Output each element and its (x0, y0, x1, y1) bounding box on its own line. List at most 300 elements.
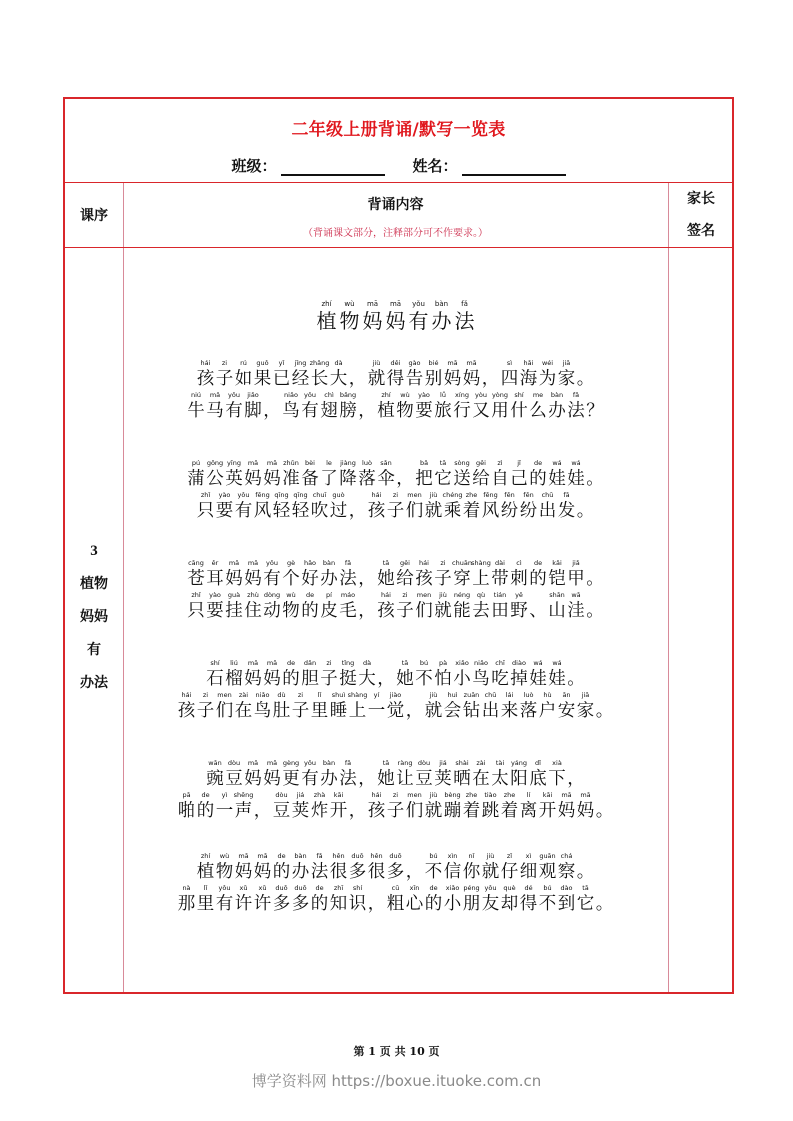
ruby-char (415, 559, 434, 590)
ruby-char (301, 559, 320, 590)
ruby-char (491, 391, 510, 422)
stanza (123, 658, 668, 722)
class-field[interactable] (281, 160, 385, 176)
ruby-char (291, 691, 310, 722)
ruby-char (405, 691, 424, 722)
hanzi: 苍 (187, 569, 205, 589)
hanzi: 物 (396, 401, 414, 421)
ruby-char (396, 459, 415, 490)
ruby-char (367, 791, 386, 822)
hanzi: 。 (586, 569, 604, 589)
hanzi: 一 (215, 801, 234, 821)
hanzi: 轻 (272, 501, 291, 521)
ruby-char (339, 459, 358, 490)
pinyin: jiù (486, 852, 495, 860)
hanzi: 纷 (500, 501, 519, 521)
pinyin: zhù (247, 591, 259, 599)
pinyin: mā (266, 659, 278, 667)
ruby-char (462, 791, 481, 822)
pinyin: mā (366, 300, 379, 308)
ruby-char (301, 591, 320, 622)
ruby-char (405, 884, 424, 915)
ruby-char (234, 491, 253, 522)
poem-line (123, 790, 668, 822)
ruby-char (529, 559, 548, 590)
pinyin: yǒu (412, 300, 425, 308)
ruby-char (462, 359, 481, 390)
hanzi: ， (358, 401, 376, 421)
ruby-char (291, 884, 310, 915)
ruby-char (548, 559, 567, 590)
ruby-char (576, 359, 595, 390)
pinyin: niǎo (255, 691, 270, 699)
pinyin: yǐ (278, 359, 285, 367)
pinyin: mā (466, 359, 477, 367)
pinyin: zhí (381, 391, 391, 399)
pinyin: xià (552, 759, 562, 767)
ruby-char (576, 884, 595, 915)
hanzi: 们 (415, 601, 433, 621)
hanzi: 上 (348, 701, 367, 721)
pinyin: qīng (293, 491, 308, 499)
hanzi: 孩 (377, 601, 395, 621)
ruby-char (415, 759, 434, 790)
hanzi: 心 (405, 894, 424, 914)
hanzi: 上 (472, 569, 490, 589)
pinyin: yí (373, 691, 380, 699)
recitation-table (63, 97, 734, 994)
ruby-char (206, 459, 225, 490)
ruby-char (510, 591, 529, 622)
ruby-char (225, 459, 244, 490)
pinyin: men (407, 491, 422, 499)
pinyin: ān (562, 691, 571, 699)
hanzi: 友 (481, 894, 500, 914)
hanzi: 家 (576, 701, 595, 721)
ruby-char (206, 391, 225, 422)
ruby-char (453, 300, 476, 333)
ruby-char (384, 300, 407, 333)
hanzi: 发 (557, 501, 576, 521)
hanzi: 降 (339, 469, 357, 489)
hanzi: 朋 (462, 894, 481, 914)
ruby-char (310, 359, 329, 390)
ruby-char (586, 559, 605, 590)
hanzi: 们 (405, 501, 424, 521)
pinyin: jiá (296, 791, 305, 799)
hanzi: 皮 (320, 601, 338, 621)
hanzi: 荚 (434, 769, 452, 789)
ruby-char (500, 791, 519, 822)
pinyin: jǐ (517, 459, 521, 467)
ruby-char (244, 591, 263, 622)
hanzi: 的 (272, 862, 291, 882)
pinyin: nǐ (468, 852, 475, 860)
pinyin: niú (190, 391, 202, 399)
hanzi: 会 (443, 701, 462, 721)
hanzi: 刺 (510, 569, 528, 589)
pinyin: zài (238, 691, 249, 699)
pinyin: sǎn (380, 459, 392, 467)
pinyin: yǒu (484, 884, 497, 892)
ruby-char (481, 691, 500, 722)
pinyin: niǎo (284, 391, 298, 399)
hanzi: 户 (538, 701, 557, 721)
hanzi: 。 (595, 701, 614, 721)
pinyin: shēng (233, 791, 254, 799)
hanzi: 仔 (500, 862, 519, 882)
hanzi: 让 (396, 769, 414, 789)
poem-line (123, 490, 668, 522)
ruby-char (358, 559, 377, 590)
hanzi: 子 (215, 369, 234, 389)
ruby-char (225, 759, 244, 790)
hanzi: ， (358, 569, 376, 589)
ruby-char (234, 791, 253, 822)
ruby-char (386, 791, 405, 822)
pinyin: zhe (465, 791, 478, 799)
ruby-char (405, 791, 424, 822)
ruby-char (462, 491, 481, 522)
hanzi: 旅 (434, 401, 452, 421)
pinyin: shài (455, 759, 469, 767)
ruby-char (329, 359, 348, 390)
lesson-name-line: 植物 (80, 576, 108, 592)
ruby-char (415, 459, 434, 490)
ruby-char (396, 391, 415, 422)
hanzi: 细 (519, 862, 538, 882)
ruby-char (329, 491, 348, 522)
ruby-char (434, 459, 453, 490)
pinyin: shàng (471, 559, 491, 567)
poem-line (123, 590, 668, 622)
pinyin: xīn (409, 884, 420, 892)
hanzi: 子 (320, 669, 338, 689)
pinyin: yīng (227, 459, 241, 467)
ruby-char (320, 559, 339, 590)
pinyin: tǐng (341, 659, 355, 667)
pinyin: nà (182, 884, 191, 892)
ruby-char (291, 852, 310, 883)
hanzi: 就 (434, 601, 452, 621)
pinyin: guān (539, 852, 556, 860)
hanzi: ， (348, 801, 367, 821)
ruby-char (348, 691, 367, 722)
pinyin: mā (266, 759, 278, 767)
ruby-char (434, 659, 453, 690)
ruby-char (529, 459, 548, 490)
pinyin: shí (210, 659, 220, 667)
pinyin: gè (286, 559, 296, 567)
pinyin: chuī (312, 491, 327, 499)
ruby-char (510, 459, 529, 490)
ruby-char (472, 459, 491, 490)
hanzi: 着 (500, 801, 519, 821)
pinyin: de (305, 591, 315, 599)
ruby-char (206, 591, 225, 622)
ruby-char (595, 884, 614, 915)
hanzi: 的 (301, 601, 319, 621)
hanzi: 小 (453, 669, 471, 689)
pinyin: tián (493, 591, 507, 599)
hanzi: 妈 (225, 569, 243, 589)
ruby-char (519, 359, 538, 390)
hanzi: 办 (320, 769, 338, 789)
name-field[interactable] (462, 160, 566, 176)
pinyin: wā (571, 591, 581, 599)
hanzi: 长 (310, 369, 329, 389)
ruby-char (253, 884, 272, 915)
pinyin: de (315, 884, 324, 892)
pinyin: děi (390, 359, 401, 367)
ruby-char (407, 300, 430, 333)
pinyin: chéng (442, 491, 463, 499)
pinyin: hái (371, 491, 382, 499)
hanzi: ， (377, 669, 395, 689)
hanzi: 就 (481, 862, 500, 882)
poem-line (123, 558, 668, 590)
pinyin: de (286, 659, 296, 667)
pinyin: jiàng (340, 459, 356, 467)
pinyin: lái (505, 691, 514, 699)
ruby-char (586, 391, 605, 422)
hanzi: 什 (510, 401, 528, 421)
ruby-char (472, 391, 491, 422)
ruby-char (196, 691, 215, 722)
pinyin: mā (561, 791, 572, 799)
hanzi: 出 (538, 501, 557, 521)
hanzi: 豆 (272, 801, 291, 821)
ruby-char (272, 852, 291, 883)
pinyin: qù (476, 591, 486, 599)
pinyin: dào (560, 884, 573, 892)
pinyin: hái (371, 791, 382, 799)
hanzi: 豆 (225, 769, 243, 789)
pinyin: xǔ (239, 884, 248, 892)
pinyin: pà (438, 659, 448, 667)
ruby-char (576, 852, 595, 883)
pinyin: tā (382, 759, 390, 767)
ruby-char (472, 559, 491, 590)
hanzi: 在 (472, 769, 490, 789)
ruby-char (557, 791, 576, 822)
hanzi: 就 (367, 369, 386, 389)
ruby-char (510, 659, 529, 690)
hanzi: 甲 (567, 569, 585, 589)
pinyin: niǎo (474, 659, 488, 667)
ruby-char (538, 691, 557, 722)
pinyin: gōng (206, 459, 224, 467)
hanzi: 送 (453, 469, 471, 489)
hanzi: 有 (408, 309, 429, 333)
hanzi: 信 (443, 862, 462, 882)
pinyin: wù (286, 591, 296, 599)
hanzi: 能 (453, 601, 471, 621)
hanzi: 粗 (386, 894, 405, 914)
ruby-char (386, 491, 405, 522)
ruby-char (519, 852, 538, 883)
pinyin: jiù (429, 691, 438, 699)
ruby-char (434, 591, 453, 622)
hanzi: 四 (500, 369, 519, 389)
pinyin: tā (582, 884, 589, 892)
hanzi: 开 (538, 801, 557, 821)
hanzi: 离 (519, 801, 538, 821)
pinyin: dà (362, 659, 372, 667)
hanzi: 个 (282, 569, 300, 589)
ruby-char (424, 791, 443, 822)
ruby-char (282, 759, 301, 790)
ruby-char (481, 852, 500, 883)
hanzi: 妈 (244, 469, 262, 489)
ruby-char (310, 791, 329, 822)
pinyin: duō (294, 884, 307, 892)
ruby-char (567, 459, 586, 490)
ruby-char (548, 759, 567, 790)
pinyin: wéi (541, 359, 554, 367)
pinyin: lǚ (440, 391, 446, 399)
hanzi: 察 (557, 862, 576, 882)
ruby-char (301, 391, 320, 422)
hanzi: 觉 (386, 701, 405, 721)
ruby-char (348, 359, 367, 390)
pinyin: duō (275, 884, 288, 892)
pinyin: mā (247, 559, 259, 567)
ruby-char (462, 691, 481, 722)
hanzi: 穿 (453, 569, 471, 589)
hanzi: 牛 (187, 401, 205, 421)
ruby-char (586, 591, 605, 622)
hanzi: 豌 (206, 769, 224, 789)
pinyin: fēn (504, 491, 515, 499)
pinyin: zi (402, 591, 408, 599)
class-label: 班级： (231, 157, 277, 175)
pinyin: dòu (275, 791, 288, 799)
ruby-char (320, 759, 339, 790)
pinyin: men (217, 691, 232, 699)
hanzi: 底 (529, 769, 547, 789)
poem-line (123, 658, 668, 690)
pinyin: mā (580, 791, 591, 799)
pinyin: bàn (322, 559, 336, 567)
hanzi: 胆 (301, 669, 319, 689)
hanzi: ， (367, 894, 386, 914)
ruby-char (301, 659, 320, 690)
hanzi: 子 (386, 801, 405, 821)
hanzi: 。 (576, 369, 595, 389)
ruby-char (481, 359, 500, 390)
pinyin: yòu (475, 391, 487, 399)
pinyin: guò (332, 491, 345, 499)
pinyin: mǎ (209, 391, 221, 399)
hanzi: 好 (301, 569, 319, 589)
ruby-char (557, 691, 576, 722)
ruby-char (576, 691, 595, 722)
pinyin: yě (515, 591, 523, 599)
hanzi: 不 (415, 669, 433, 689)
hanzi: 娃 (548, 669, 566, 689)
hanzi: 又 (472, 401, 490, 421)
pinyin: zhe (503, 791, 516, 799)
hanzi: 山 (548, 601, 566, 621)
hanzi: 怕 (434, 669, 452, 689)
pinyin: duō (389, 852, 402, 860)
ruby-char (244, 391, 263, 422)
hanzi: 鸟 (472, 669, 490, 689)
hanzi: 孩 (196, 369, 215, 389)
pinyin: zhà (313, 791, 326, 799)
ruby-char (567, 759, 586, 790)
ruby-char (215, 359, 234, 390)
ruby-char (557, 852, 576, 883)
ruby-char (301, 759, 320, 790)
hanzi: 在 (234, 701, 253, 721)
hanzi: 孩 (367, 501, 386, 521)
hanzi: 阳 (510, 769, 528, 789)
hanzi: ， (481, 369, 500, 389)
pinyin: gěi (476, 459, 486, 467)
hanzi: 子 (396, 601, 414, 621)
pinyin: sì (506, 359, 513, 367)
ruby-char (196, 852, 215, 883)
ruby-char (415, 659, 434, 690)
pinyin: què (503, 884, 516, 892)
ruby-char (206, 559, 225, 590)
pinyin: hái (419, 559, 429, 567)
hanzi: 着 (462, 501, 481, 521)
pinyin: zuān (463, 691, 480, 699)
pinyin: lí (526, 791, 531, 799)
pinyin: wù (400, 391, 410, 399)
hanzi: 出 (481, 701, 500, 721)
hanzi: 跳 (481, 801, 500, 821)
hanzi: 大 (329, 369, 348, 389)
ruby-char (225, 591, 244, 622)
ruby-char (453, 759, 472, 790)
hanzi: 吃 (491, 669, 509, 689)
pinyin: jiá (439, 759, 447, 767)
ruby-char (500, 884, 519, 915)
pinyin: bú (419, 659, 429, 667)
hanzi: 带 (491, 569, 509, 589)
ruby-char (215, 491, 234, 522)
ruby-char (415, 591, 434, 622)
ruby-char (358, 591, 377, 622)
ruby-char (481, 884, 500, 915)
ruby-char (567, 391, 586, 422)
ruby-char (576, 491, 595, 522)
hanzi: 要 (215, 501, 234, 521)
hanzi: 鸟 (282, 401, 300, 421)
stanza (123, 851, 668, 915)
hanzi: 得 (386, 369, 405, 389)
ruby-char (177, 791, 196, 822)
ruby-char (500, 491, 519, 522)
pinyin: tā (382, 559, 390, 567)
hanzi: 很 (329, 862, 348, 882)
ruby-char (225, 659, 244, 690)
parent-signature-cell[interactable] (668, 247, 734, 992)
pinyin: shí (352, 884, 363, 892)
hanzi: 你 (462, 862, 481, 882)
hanzi: 风 (253, 501, 272, 521)
hanzi: 办 (320, 569, 338, 589)
ruby-char (225, 391, 244, 422)
hanzi: ， (405, 701, 424, 721)
ruby-char (538, 491, 557, 522)
pinyin: lǐ (203, 884, 208, 892)
hanzi: 法 (310, 862, 329, 882)
